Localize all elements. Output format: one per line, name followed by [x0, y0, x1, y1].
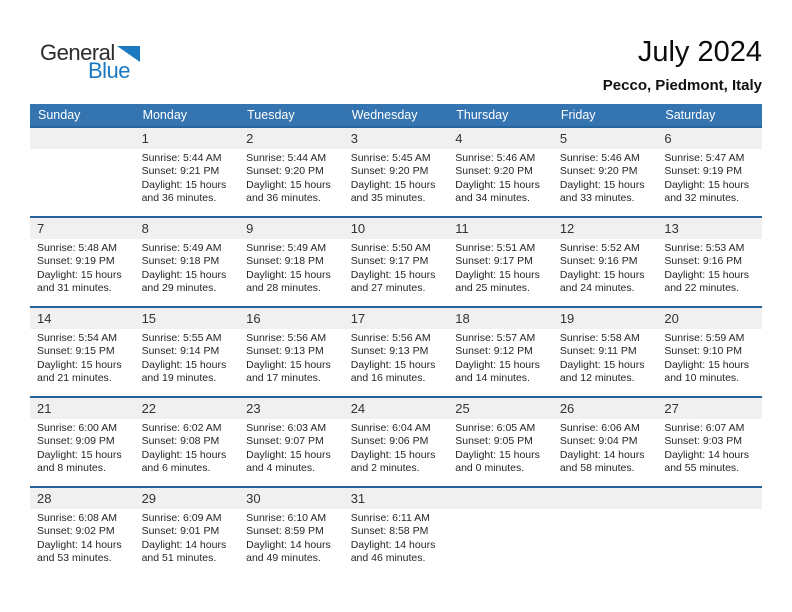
day-cell: [239, 509, 344, 576]
sunrise-text: Sunrise: 6:02 AM: [141, 422, 222, 434]
day-cell: [553, 149, 658, 216]
daylight-text: Daylight: 15 hours and 36 minutes.: [141, 178, 227, 205]
daylight-text: Daylight: 15 hours and 25 minutes.: [455, 268, 540, 295]
daylight-text: Daylight: 15 hours and 24 minutes.: [559, 268, 645, 295]
sunset-text: Sunset: 9:14 PM: [141, 345, 220, 358]
daylight-text: Daylight: 15 hours and 27 minutes.: [350, 268, 436, 295]
calendar-grid: [30, 126, 762, 576]
sunset-text: Sunset: 9:11 PM: [559, 345, 637, 358]
general-blue-logo: [40, 42, 140, 82]
day-cell: [344, 329, 449, 396]
day-cell: [448, 149, 553, 216]
sunrise-text: Sunrise: 5:45 AM: [350, 152, 431, 164]
day-cell: [553, 419, 658, 486]
day-info-row: [30, 509, 762, 576]
day-number: 24: [350, 401, 366, 416]
sunrise-text: Sunrise: 5:56 AM: [350, 332, 431, 344]
sunrise-text: Sunrise: 5:55 AM: [141, 332, 222, 344]
sunset-text: Sunset: 9:19 PM: [664, 165, 743, 178]
day-cell: [448, 329, 553, 396]
day-number: 2: [246, 131, 254, 146]
day-cell: [344, 419, 449, 486]
sunrise-text: Sunrise: 6:07 AM: [664, 422, 745, 434]
sunrise-text: Sunrise: 5:47 AM: [664, 152, 745, 164]
sunrise-text: Sunrise: 6:03 AM: [246, 422, 327, 434]
sunset-text: Sunset: 9:18 PM: [246, 255, 324, 268]
weekday-header-monday: Monday: [142, 108, 188, 122]
empty-day-cell: [30, 149, 135, 216]
day-cell: [344, 239, 449, 306]
daylight-text: Daylight: 15 hours and 35 minutes.: [350, 178, 436, 205]
day-cell: [344, 509, 449, 576]
sunrise-text: Sunrise: 5:44 AM: [246, 152, 327, 164]
sunset-text: Sunset: 9:04 PM: [559, 435, 638, 448]
day-number: 4: [455, 131, 463, 146]
day-number: 21: [37, 401, 52, 416]
sunrise-text: Sunrise: 5:56 AM: [246, 332, 327, 344]
sunset-text: Sunset: 9:12 PM: [455, 345, 533, 358]
day-cell: [448, 419, 553, 486]
sunset-text: Sunset: 8:59 PM: [246, 525, 324, 538]
week-row: [30, 216, 762, 306]
day-number: 14: [37, 311, 52, 326]
sunrise-text: Sunrise: 5:49 AM: [141, 242, 222, 254]
daylight-text: Daylight: 15 hours and 32 minutes.: [664, 178, 750, 205]
day-cell: [657, 329, 762, 396]
day-cell: [448, 239, 553, 306]
daylight-text: Daylight: 15 hours and 14 minutes.: [455, 358, 540, 385]
day-number-band: [30, 398, 762, 419]
sunset-text: Sunset: 9:07 PM: [246, 435, 324, 448]
empty-day-number: [448, 488, 553, 509]
day-cell: [135, 419, 240, 486]
daylight-text: Daylight: 15 hours and 16 minutes.: [350, 358, 436, 385]
sunrise-text: Sunrise: 5:49 AM: [246, 242, 327, 254]
day-number: 29: [141, 491, 157, 506]
daylight-text: Daylight: 15 hours and 4 minutes.: [246, 448, 331, 475]
daylight-text: Daylight: 15 hours and 34 minutes.: [455, 178, 540, 205]
weekday-header-sunday: Sunday: [38, 108, 81, 122]
daylight-text: Daylight: 15 hours and 36 minutes.: [246, 178, 331, 205]
day-number: 22: [141, 401, 157, 416]
daylight-text: Daylight: 14 hours and 58 minutes.: [559, 448, 645, 475]
sunrise-text: Sunrise: 5:46 AM: [455, 152, 536, 164]
day-info-row: [30, 419, 762, 486]
day-cell: [135, 509, 240, 576]
day-cell: [553, 329, 658, 396]
sunset-text: Sunset: 9:19 PM: [37, 255, 115, 268]
day-number-band: [30, 308, 762, 329]
weekday-header-wednesday: Wednesday: [351, 108, 418, 122]
sunrise-text: Sunrise: 6:05 AM: [455, 422, 536, 434]
day-cell: [30, 329, 135, 396]
day-number: 9: [246, 221, 254, 236]
day-number: 11: [455, 221, 469, 236]
daylight-text: Daylight: 15 hours and 8 minutes.: [37, 448, 122, 475]
daylight-text: Daylight: 15 hours and 0 minutes.: [455, 448, 540, 475]
sunrise-text: Sunrise: 6:06 AM: [559, 422, 640, 434]
daylight-text: Daylight: 15 hours and 21 minutes.: [37, 358, 122, 385]
title-block: [603, 36, 762, 94]
empty-day-cell: [448, 509, 553, 576]
day-cell: [30, 509, 135, 576]
sunrise-text: Sunrise: 5:58 AM: [559, 332, 640, 344]
sunrise-text: Sunrise: 6:10 AM: [246, 512, 327, 524]
sunrise-text: Sunrise: 5:57 AM: [455, 332, 536, 344]
day-cell: [239, 419, 344, 486]
month-title: July 2024: [637, 36, 762, 68]
sunset-text: Sunset: 9:10 PM: [664, 345, 743, 358]
day-number: 27: [664, 401, 679, 416]
sunset-text: Sunset: 9:03 PM: [664, 435, 743, 448]
daylight-text: Daylight: 15 hours and 31 minutes.: [37, 268, 122, 295]
sunset-text: Sunset: 9:06 PM: [350, 435, 429, 448]
sunrise-text: Sunrise: 6:04 AM: [350, 422, 431, 434]
sunset-text: Sunset: 9:20 PM: [455, 165, 533, 178]
day-cell: [135, 149, 240, 216]
day-number-band: [30, 488, 762, 509]
calendar: [30, 104, 762, 576]
week-row: [30, 396, 762, 486]
sunrise-text: Sunrise: 5:53 AM: [664, 242, 745, 254]
day-cell: [657, 239, 762, 306]
empty-day-cell: [657, 509, 762, 576]
day-number: 13: [664, 221, 679, 236]
day-number: 6: [664, 131, 672, 146]
day-number-band: [30, 128, 762, 149]
sunrise-text: Sunrise: 5:50 AM: [350, 242, 431, 254]
daylight-text: Daylight: 15 hours and 29 minutes.: [141, 268, 227, 295]
day-cell: [135, 329, 240, 396]
day-number: 23: [246, 401, 261, 416]
daylight-text: Daylight: 14 hours and 55 minutes.: [664, 448, 750, 475]
week-row: [30, 126, 762, 216]
day-number: 28: [37, 491, 52, 506]
day-number: 10: [350, 221, 366, 236]
day-info-row: [30, 149, 762, 216]
daylight-text: Daylight: 15 hours and 6 minutes.: [141, 448, 227, 475]
sunrise-text: Sunrise: 5:59 AM: [664, 332, 745, 344]
daylight-text: Daylight: 15 hours and 33 minutes.: [559, 178, 645, 205]
sunset-text: Sunset: 9:20 PM: [246, 165, 324, 178]
daylight-text: Daylight: 14 hours and 49 minutes.: [246, 538, 331, 565]
daylight-text: Daylight: 15 hours and 28 minutes.: [246, 268, 331, 295]
sunrise-text: Sunrise: 6:00 AM: [37, 422, 117, 434]
sunset-text: Sunset: 9:13 PM: [350, 345, 429, 358]
sunrise-text: Sunrise: 6:08 AM: [37, 512, 117, 524]
daylight-text: Daylight: 14 hours and 51 minutes.: [141, 538, 227, 565]
day-number: 3: [350, 131, 358, 146]
sunrise-text: Sunrise: 6:09 AM: [141, 512, 222, 524]
empty-day-number: [30, 128, 135, 149]
day-number: 25: [455, 401, 470, 416]
day-info-row: [30, 329, 762, 396]
sunset-text: Sunset: 9:13 PM: [246, 345, 324, 358]
day-info-row: [30, 239, 762, 306]
logo-general-text: General: [40, 40, 115, 65]
daylight-text: Daylight: 14 hours and 46 minutes.: [350, 538, 436, 565]
sunset-text: Sunset: 9:16 PM: [559, 255, 638, 268]
sunset-text: Sunset: 9:20 PM: [350, 165, 429, 178]
day-number: 12: [559, 221, 575, 236]
sunset-text: Sunset: 9:21 PM: [141, 165, 220, 178]
sunrise-text: Sunrise: 5:52 AM: [559, 242, 640, 254]
day-number: 8: [141, 221, 149, 236]
weekday-header-row: [30, 104, 762, 126]
daylight-text: Daylight: 15 hours and 19 minutes.: [141, 358, 227, 385]
week-row: [30, 486, 762, 576]
sunset-text: Sunset: 9:01 PM: [141, 525, 220, 538]
day-cell: [657, 419, 762, 486]
day-number: 16: [246, 311, 261, 326]
empty-day-number: [553, 488, 658, 509]
day-cell: [30, 239, 135, 306]
day-number: 17: [350, 311, 366, 326]
day-number: 26: [559, 401, 575, 416]
day-number: 30: [246, 491, 261, 506]
day-number: 5: [559, 131, 568, 146]
daylight-text: Daylight: 15 hours and 17 minutes.: [246, 358, 331, 385]
weekday-header-friday: Friday: [560, 108, 596, 122]
weekday-header-saturday: Saturday: [665, 108, 716, 122]
sunset-text: Sunset: 9:18 PM: [141, 255, 220, 268]
day-number: 18: [455, 311, 470, 326]
day-cell: [30, 419, 135, 486]
daylight-text: Daylight: 15 hours and 12 minutes.: [559, 358, 645, 385]
sunset-text: Sunset: 9:17 PM: [350, 255, 429, 268]
day-cell: [135, 239, 240, 306]
sunrise-text: Sunrise: 5:54 AM: [37, 332, 117, 344]
day-cell: [657, 149, 762, 216]
day-cell: [239, 149, 344, 216]
day-number: 19: [559, 311, 575, 326]
day-cell: [239, 239, 344, 306]
sunset-text: Sunset: 9:09 PM: [37, 435, 115, 448]
daylight-text: Daylight: 15 hours and 10 minutes.: [664, 358, 750, 385]
daylight-text: Daylight: 15 hours and 22 minutes.: [664, 268, 750, 295]
day-cell: [239, 329, 344, 396]
weekday-header-tuesday: Tuesday: [247, 108, 295, 122]
sunset-text: Sunset: 9:16 PM: [664, 255, 743, 268]
sunrise-text: Sunrise: 6:11 AM: [350, 512, 430, 524]
location-subtitle: Pecco, Piedmont, Italy: [602, 77, 762, 94]
day-number-band: [30, 218, 762, 239]
sunset-text: Sunset: 9:08 PM: [141, 435, 220, 448]
daylight-text: Daylight: 14 hours and 53 minutes.: [37, 538, 122, 565]
day-number: 7: [37, 221, 45, 236]
day-number: 20: [664, 311, 679, 326]
sunrise-text: Sunrise: 5:44 AM: [141, 152, 222, 164]
daylight-text: Daylight: 15 hours and 2 minutes.: [350, 448, 436, 475]
sunset-text: Sunset: 9:15 PM: [37, 345, 115, 358]
weekday-header-thursday: Thursday: [456, 108, 509, 122]
day-number: 15: [141, 311, 157, 326]
sunrise-text: Sunrise: 5:48 AM: [37, 242, 117, 254]
sunset-text: Sunset: 8:58 PM: [350, 525, 429, 538]
day-number: 1: [141, 131, 149, 146]
day-cell: [553, 239, 658, 306]
day-cell: [344, 149, 449, 216]
sunset-text: Sunset: 9:02 PM: [37, 525, 115, 538]
logo-blue-text: Blue: [88, 58, 131, 83]
sunset-text: Sunset: 9:20 PM: [559, 165, 638, 178]
sunrise-text: Sunrise: 5:51 AM: [455, 242, 536, 254]
day-number: 31: [350, 491, 366, 506]
sunset-text: Sunset: 9:17 PM: [455, 255, 533, 268]
empty-day-cell: [553, 509, 658, 576]
sunset-text: Sunset: 9:05 PM: [455, 435, 533, 448]
sunrise-text: Sunrise: 5:46 AM: [559, 152, 640, 164]
week-row: [30, 306, 762, 396]
empty-day-number: [657, 488, 762, 509]
